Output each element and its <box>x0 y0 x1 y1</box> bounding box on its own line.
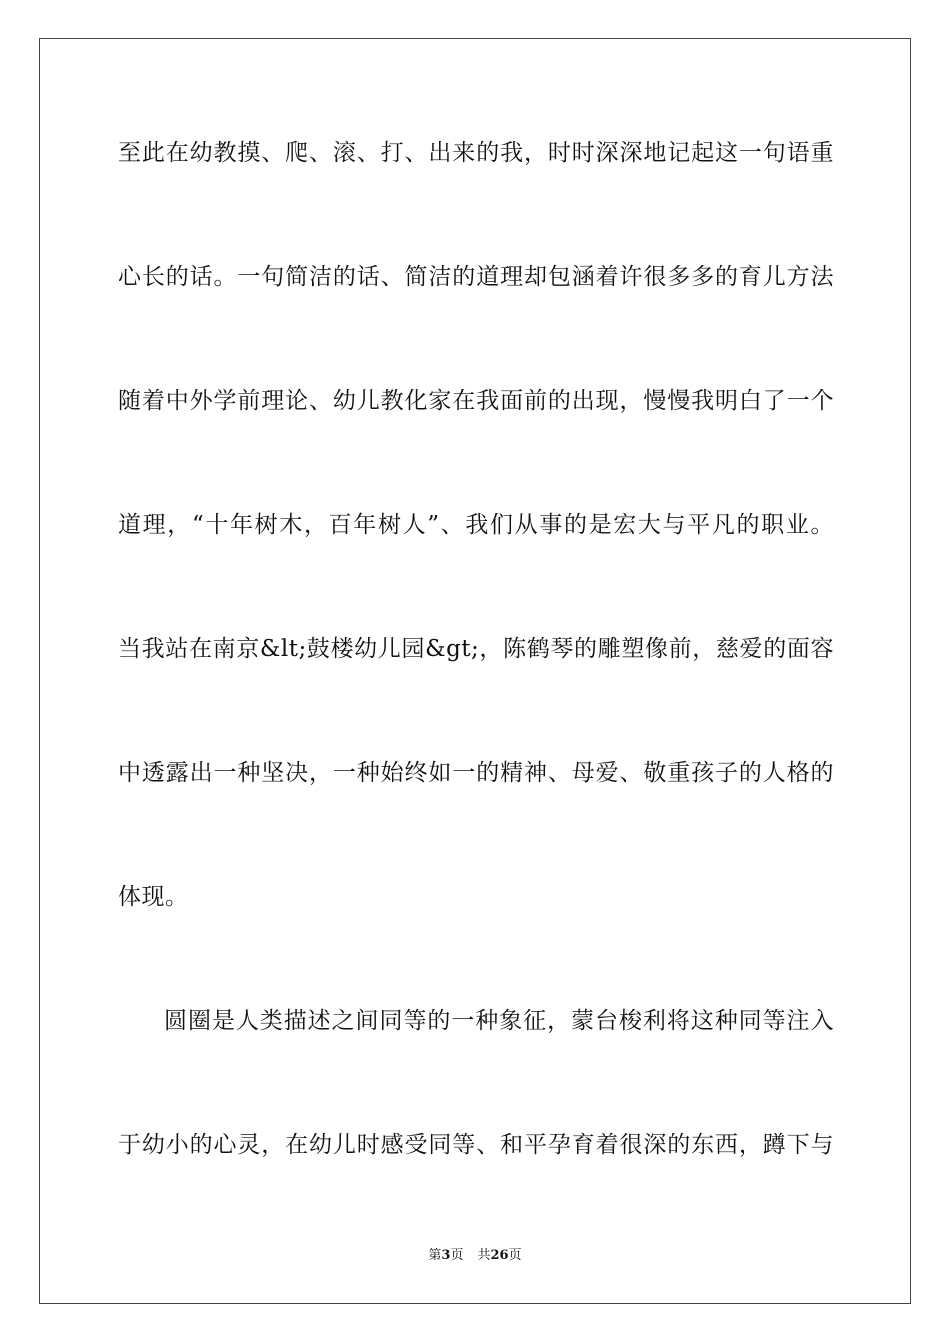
body-line-1: 至此在幼教摸、爬、滚、打、出来的我，时时深深地记起这一句语重 <box>118 140 834 166</box>
body-line-5: 当我站在南京&lt;鼓楼幼儿园&gt;，陈鹤琴的雕塑像前，慈爱的面容 <box>118 636 834 662</box>
footer-total-pages: 26 <box>490 1248 509 1263</box>
footer-total-prefix: 共 <box>477 1248 491 1263</box>
body-line-6: 中透露出一种坚决，一种始终如一的精神、母爱、敬重孩子的人格的 <box>118 760 834 786</box>
body-line-8: 圆圈是人类描述之间同等的一种象征，蒙台梭利将这种同等注入 <box>164 1008 834 1034</box>
body-line-3: 随着中外学前理论、幼儿教化家在我面前的出现，慢慢我明白了一个 <box>118 388 834 414</box>
page-border <box>39 38 911 1304</box>
page-footer <box>0 1247 950 1265</box>
footer-page-number: 3 <box>441 1248 451 1263</box>
body-line-2: 心长的话。一句简洁的话、简洁的道理却包涵着许很多多的育儿方法 <box>118 264 834 290</box>
body-line-7: 体现。 <box>118 884 189 910</box>
footer-page-prefix: 第 <box>428 1248 442 1263</box>
footer-total-suffix: 页 <box>508 1248 522 1263</box>
body-line-4: 道理，“十年树木，百年树人”、我们从事的是宏大与平凡的职业。 <box>118 512 834 538</box>
body-line-9: 于幼小的心灵，在幼儿时感受同等、和平孕育着很深的东西，蹲下与 <box>118 1132 834 1158</box>
footer-page-suffix: 页 <box>450 1248 464 1263</box>
